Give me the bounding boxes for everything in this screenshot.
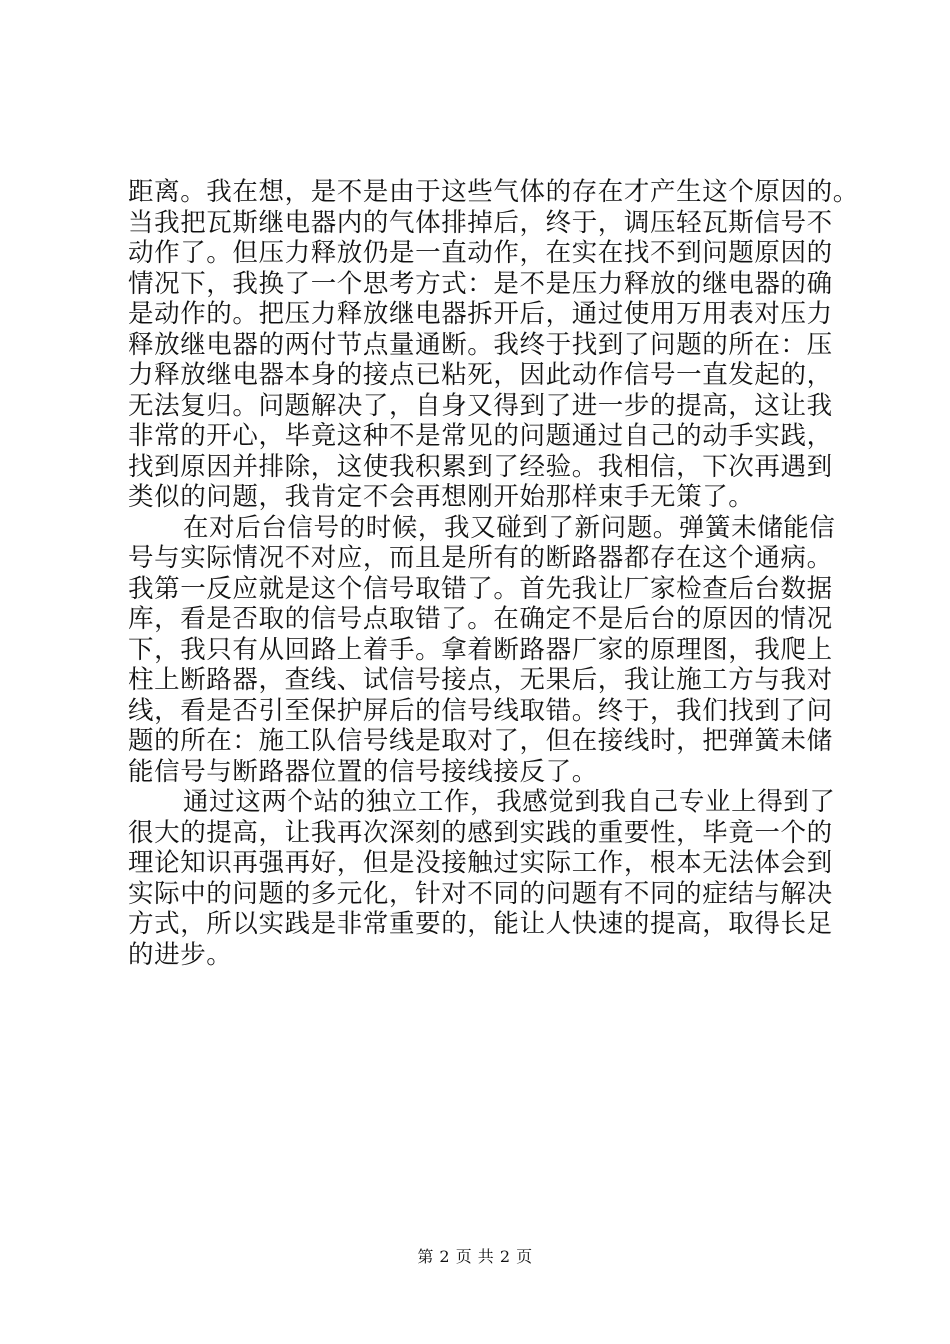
- text-line: 找到原因并排除，这使我积累到了经验。我相信，下次再遇到: [128, 451, 833, 482]
- text-line: 的进步。: [128, 939, 233, 970]
- text-line: 类似的问题，我肯定不会再想刚开始那样束手无策了。: [128, 482, 755, 512]
- text-line: 释放继电器的两付节点量通断。我终于找到了问题的所在：压: [128, 329, 833, 360]
- text-line: 方式，所以实践是非常重要的，能让人快速的提高，取得长足: [128, 909, 833, 939]
- text-line: 能信号与断路器位置的信号接线接反了。: [128, 756, 598, 787]
- text-line: 理论知识再强再好，但是没接触过实际工作，根本无法体会到: [128, 848, 833, 878]
- text-line: 实际中的问题的多元化，针对不同的问题有不同的症结与解决: [128, 878, 833, 909]
- body-text: [128, 177, 859, 970]
- text-line: 情况下，我换了一个思考方式：是不是压力释放的继电器的确: [128, 268, 833, 299]
- text-line: 动作了。但压力释放仍是一直动作，在实在找不到问题原因的: [128, 238, 833, 268]
- text-line: 很大的提高，让我再次深刻的感到实践的重要性，毕竟一个的: [128, 817, 833, 848]
- text-line: 无法复归。问题解决了，自身又得到了进一步的提高，这让我: [128, 390, 833, 421]
- text-line: 力释放继电器本身的接点已粘死，因此动作信号一直发起的，: [128, 360, 833, 390]
- text-line: 号与实际情况不对应，而且是所有的断路器都存在这个通病。: [128, 543, 833, 573]
- text-line: 题的所在：施工队信号线是取对了，但在接线时，把弹簧未储: [128, 726, 833, 756]
- text-line: 库，看是否取的信号点取错了。在确定不是后台的原因的情况: [128, 604, 833, 634]
- text-line: 距离。我在想，是不是由于这些气体的存在才产生这个原因的。: [128, 177, 859, 207]
- text-line: 当我把瓦斯继电器内的气体排掉后，终于，调压轻瓦斯信号不: [128, 207, 833, 238]
- text-line: 柱上断路器，查线、试信号接点，无果后，我让施工方与我对: [128, 665, 833, 695]
- text-line: 非常的开心，毕竟这种不是常见的问题通过自己的动手实践，: [128, 421, 833, 451]
- text-line: 线，看是否引至保护屏后的信号线取错。终于，我们找到了问: [128, 695, 833, 726]
- text-line: 是动作的。把压力释放继电器拆开后，通过使用万用表对压力: [128, 299, 833, 329]
- paragraph-start-line: 在对后台信号的时候，我又碰到了新问题。弹簧未储能信: [183, 512, 836, 543]
- page-footer: 第 2 页 共 2 页: [417, 1247, 533, 1266]
- text-line: 我第一反应就是这个信号取错了。首先我让厂家检查后台数据: [128, 573, 833, 604]
- paragraph-start-line: 通过这两个站的独立工作，我感觉到我自己专业上得到了: [183, 787, 836, 817]
- text-line: 下，我只有从回路上着手。拿着断路器厂家的原理图，我爬上: [128, 634, 833, 665]
